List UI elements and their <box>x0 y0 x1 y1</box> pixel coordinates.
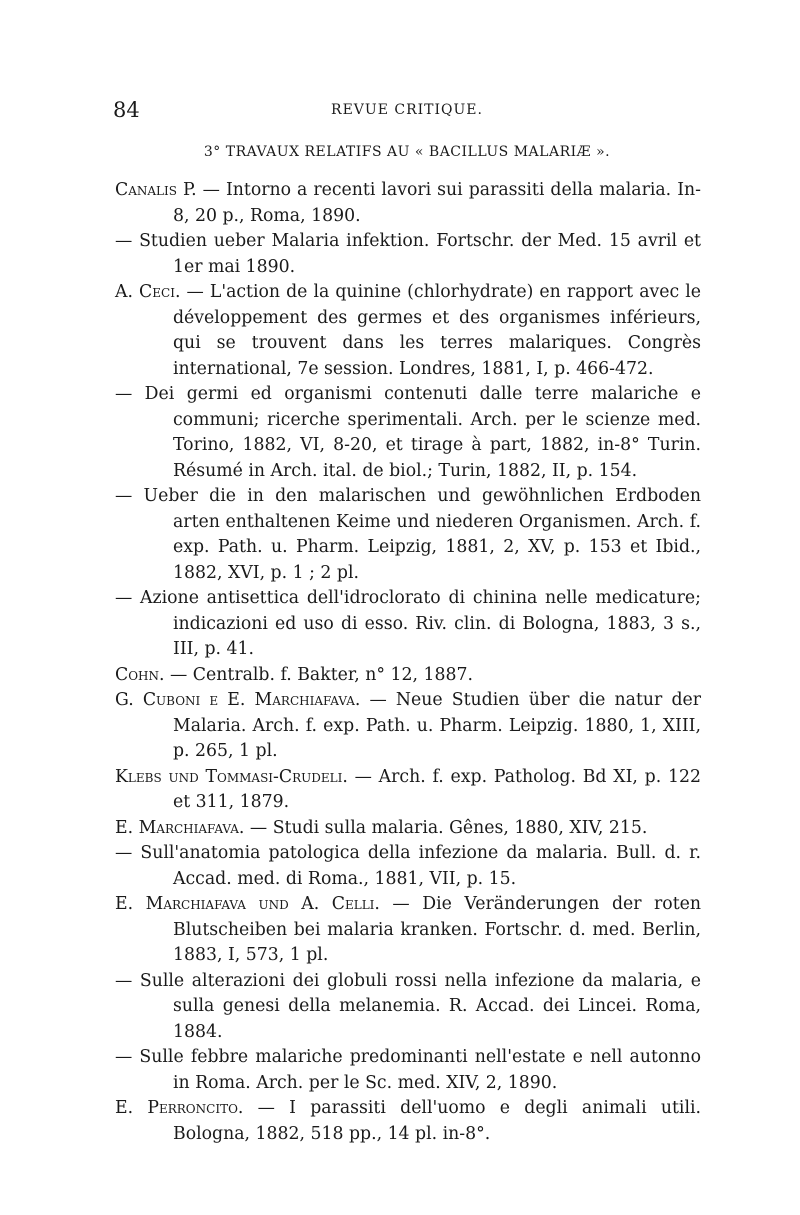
entry-text: — L'action de la quinine (chlorhydrate) en rapport avec le développement des germes et des organismes inférieurs, qui se trouvent dans les terres malariques. Congrès international, 7e session. Londres, 1881, I, p. 466-472. <box>173 282 701 379</box>
bibliography-entry <box>115 586 701 663</box>
bibliography-entry <box>115 892 701 969</box>
entry-text: — Neue Studien über die natur der Malaria. Arch. f. exp. Path. u. Pharm. Leipzig. 1880, 1, XIII, p. 265, 1 pl. <box>173 690 701 761</box>
entry-text: — Die Veränderungen der roten Blutscheiben bei malaria kranken. Fortschr. d. med. Berlin, 1883, I, 573, 1 pl. <box>173 894 701 965</box>
running-title: REVUE CRITIQUE. <box>331 102 483 118</box>
bibliography-entry <box>115 280 701 382</box>
bibliography-entry <box>115 765 701 816</box>
entry-text: — Ueber die in den malarischen und gewöhnlichen Erdboden arten enthaltenen Keime und niederen Organismen. Arch. f. exp. Path. u. Pharm. Leipzig, 1881, 2, XV, p. 153 et Ibid., 1882, XVI, p. 1 ; 2 pl. <box>115 486 701 583</box>
bibliography-entry <box>115 1096 701 1147</box>
bibliography-list <box>115 178 701 1147</box>
entry-text: — Centralb. f. Bakter, n° 12, 1887. <box>164 664 473 685</box>
bibliography-entry <box>115 969 701 1046</box>
bibliography-entry <box>115 229 701 280</box>
entry-text: — Sulle febbre malariche predominanti nell'estate e nell autonno in Roma. Arch. per le Sc. med. XIV, 2, 1890. <box>115 1047 701 1093</box>
bibliography-entry <box>115 663 701 689</box>
bibliography-entry <box>115 1045 701 1096</box>
bibliography-entry <box>115 688 701 765</box>
bibliography-entry <box>115 841 701 892</box>
entry-author: E. Marchiafava. <box>115 817 245 838</box>
page-header <box>113 98 701 122</box>
entry-author: Canalis P. <box>115 180 197 200</box>
entry-text: — Intorno a recenti lavori sui parassiti della malaria. In-8, 20 p., Roma, 1890. <box>173 180 701 226</box>
entry-text: — Studien ueber Malaria infektion. Fortschr. der Med. 15 avril et 1er mai 1890. <box>115 231 701 277</box>
entry-text: — I parassiti dell'uomo e degli animali utili. Bologna, 1882, 518 pp., 14 pl. in-8°. <box>173 1098 701 1144</box>
entry-text: — Sulle alterazioni dei globuli rossi nella infezione da malaria, e sulla genesi della melanemia. R. Accad. dei Lincei. Roma, 1884. <box>115 970 701 1042</box>
entry-author: Cohn. <box>115 664 165 685</box>
entry-text: — Dei germi ed organismi contenuti dalle terre malariche e communi; ricerche sperimentali. Arch. per le scienze med. Torino, 1882, VI, 8-20, et tirage à part, 1882, in-8° Turin. Résumé in Arch. ital. de biol.; Turin, 1882, II, p. 154. <box>115 384 701 481</box>
section-title: 3° TRAVAUX RELATIFS AU « BACILLUS MALARIÆ ». <box>203 144 611 160</box>
bibliography-entry <box>115 382 701 484</box>
entry-text: — Arch. f. exp. Patholog. Bd XI, p. 122 et 311, 1879. <box>173 766 701 812</box>
entry-text: — Sull'anatomia patologica della infezione da malaria. Bull. d. r. Accad. med. di Roma., 1881, VII, p. 15. <box>115 843 701 889</box>
bibliography-entry <box>115 178 701 229</box>
entry-author: E. Perroncito. <box>115 1098 244 1118</box>
entry-text: — Azione antisettica dell'idroclorato di chinina nelle medicature; indicazioni ed uso di esso. Riv. clin. di Bologna, 1883, 3 s., III, p. 41. <box>115 588 701 659</box>
entry-author: A. Ceci. <box>115 282 181 302</box>
entry-text: — Studi sulla malaria. Gênes, 1880, XIV, 215. <box>244 817 648 838</box>
entry-author: Klebs und Tommasi-Crudeli. <box>115 766 348 787</box>
entry-author: E. Marchiafava und A. Celli. <box>115 894 380 914</box>
page-number: 84 <box>113 98 140 122</box>
bibliography-entry <box>115 484 701 586</box>
bibliography-entry <box>115 816 701 842</box>
entry-author: G. Cuboni e E. Marchiafava. <box>115 690 361 710</box>
